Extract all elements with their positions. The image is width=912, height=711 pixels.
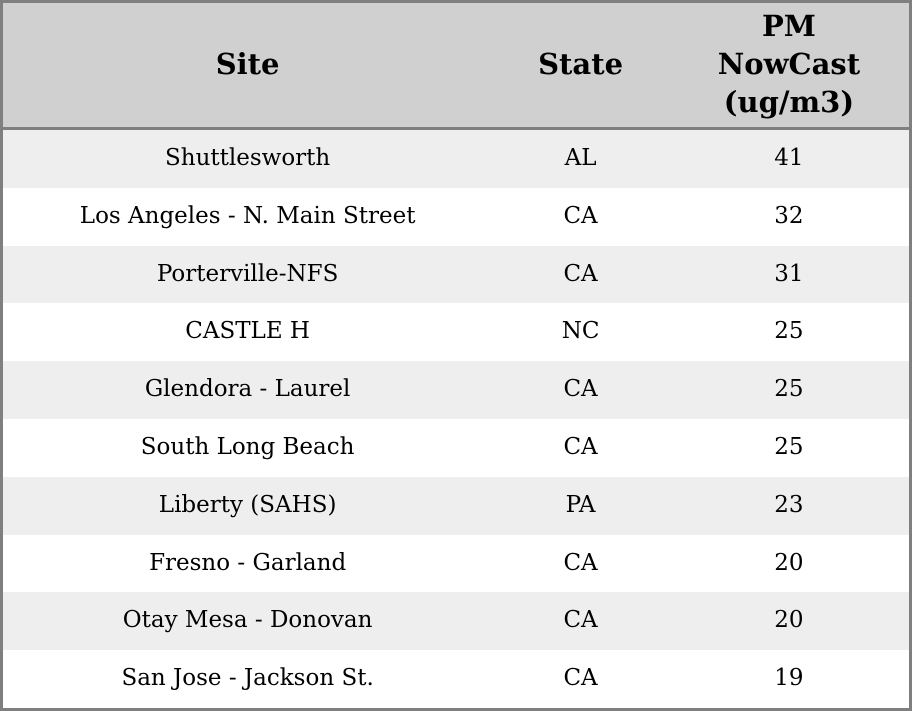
pm-header-line-1: PM — [761, 9, 816, 44]
cell-site: Liberty (SAHS) — [158, 491, 337, 518]
cell-pm-nowcast: 25 — [774, 376, 804, 403]
cell-state: CA — [563, 607, 598, 634]
cell-state: AL — [564, 145, 597, 172]
cell-pm-nowcast: 25 — [774, 318, 804, 345]
cell-site: Otay Mesa - Donovan — [122, 607, 373, 634]
cell-state: CA — [563, 202, 598, 229]
table-row — [3, 535, 909, 593]
cell-state: CA — [563, 665, 598, 692]
column-header-pm-nowcast — [669, 8, 909, 121]
pm-header-line-3: (ug/m3) — [723, 84, 855, 119]
table-row — [3, 361, 909, 419]
cell-state: PA — [565, 491, 596, 518]
cell-site: CASTLE H — [185, 318, 310, 345]
cell-pm-nowcast: 20 — [774, 549, 804, 576]
table-row — [3, 303, 909, 361]
table-row — [3, 592, 909, 650]
cell-pm-nowcast: 25 — [774, 434, 804, 461]
table-row — [3, 130, 909, 188]
cell-site: Fresno - Garland — [149, 549, 347, 576]
cell-pm-nowcast: 32 — [774, 202, 804, 229]
pm-header-line-2: NowCast — [717, 47, 861, 82]
cell-site: San Jose - Jackson St. — [121, 665, 374, 692]
table-row — [3, 650, 909, 708]
cell-pm-nowcast: 31 — [774, 260, 804, 287]
table-row — [3, 246, 909, 304]
cell-pm-nowcast: 20 — [774, 607, 804, 634]
cell-site: Shuttlesworth — [165, 145, 331, 172]
table-header-row — [3, 3, 909, 130]
cell-pm-nowcast: 19 — [774, 665, 804, 692]
cell-site: South Long Beach — [140, 434, 355, 461]
cell-state: CA — [563, 260, 598, 287]
cell-state: CA — [563, 434, 598, 461]
table-body — [3, 130, 909, 708]
cell-state: NC — [561, 318, 600, 345]
column-header-state: State — [538, 47, 624, 82]
cell-site: Porterville-NFS — [156, 260, 339, 287]
table-row — [3, 419, 909, 477]
table-row — [3, 477, 909, 535]
cell-state: CA — [563, 376, 598, 403]
cell-site: Los Angeles - N. Main Street — [79, 202, 416, 229]
cell-site: Glendora - Laurel — [144, 376, 351, 403]
table-row — [3, 188, 909, 246]
cell-pm-nowcast: 41 — [774, 145, 804, 172]
cell-state: CA — [563, 549, 598, 576]
cell-pm-nowcast: 23 — [774, 491, 804, 518]
column-header-site: Site — [215, 47, 280, 82]
